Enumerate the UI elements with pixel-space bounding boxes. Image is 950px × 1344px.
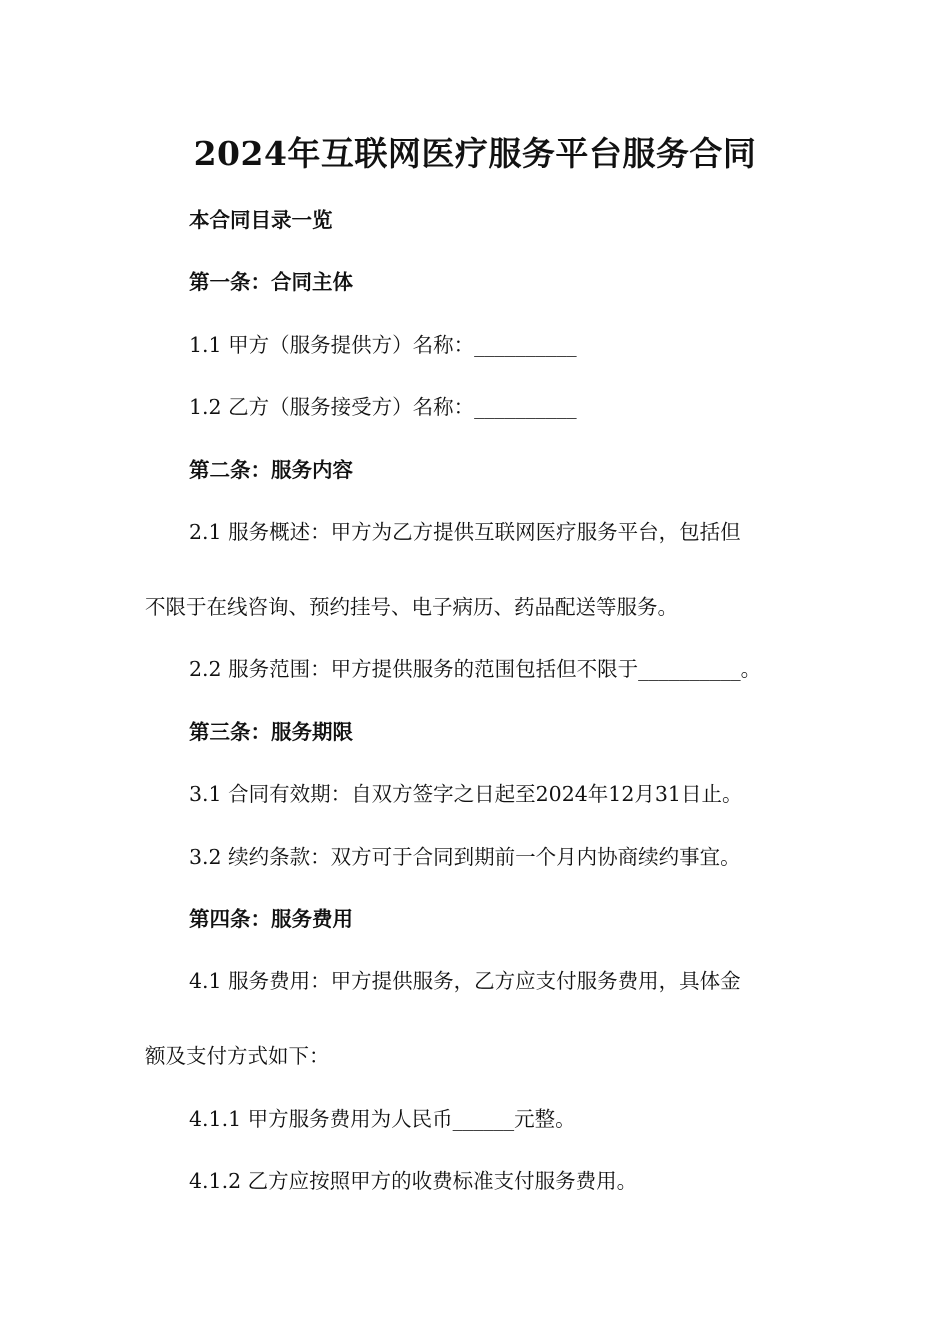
clause-4-1-2: 4.1.2 乙方应按照甲方的收费标准支付服务费用。 [189,1169,638,1193]
clause-1-1: 1.1 甲方（服务提供方）名称：__________ [189,333,577,357]
section-4-heading: 第四条：服务费用 [189,907,353,931]
clause-3-1: 3.1 合同有效期：自双方签字之日起至2024年12月31日止。 [189,782,743,806]
clause-4-1-1: 4.1.1 甲方服务费用为人民币______元整。 [189,1107,576,1131]
toc-heading: 本合同目录一览 [189,208,333,232]
clause-2-1-line-1: 2.1 服务概述：甲方为乙方提供互联网医疗服务平台，包括但 [189,520,741,544]
clause-2-2: 2.2 服务范围：甲方提供服务的范围包括但不限于__________。 [189,657,762,681]
clause-4-1-line-1: 4.1 服务费用：甲方提供服务，乙方应支付服务费用，具体金 [189,969,741,993]
section-3-heading: 第三条：服务期限 [189,720,353,744]
document-title: 2024年互联网医疗服务平台服务合同 [193,134,757,173]
clause-2-1-line-2: 不限于在线咨询、预约挂号、电子病历、药品配送等服务。 [145,595,678,619]
clause-4-1-line-2: 额及支付方式如下： [145,1044,330,1068]
clause-3-2: 3.2 续约条款：双方可于合同到期前一个月内协商续约事宜。 [189,845,741,869]
section-1-heading: 第一条：合同主体 [189,270,353,294]
clause-1-2: 1.2 乙方（服务接受方）名称：__________ [189,395,577,419]
section-2-heading: 第二条：服务内容 [189,458,353,482]
